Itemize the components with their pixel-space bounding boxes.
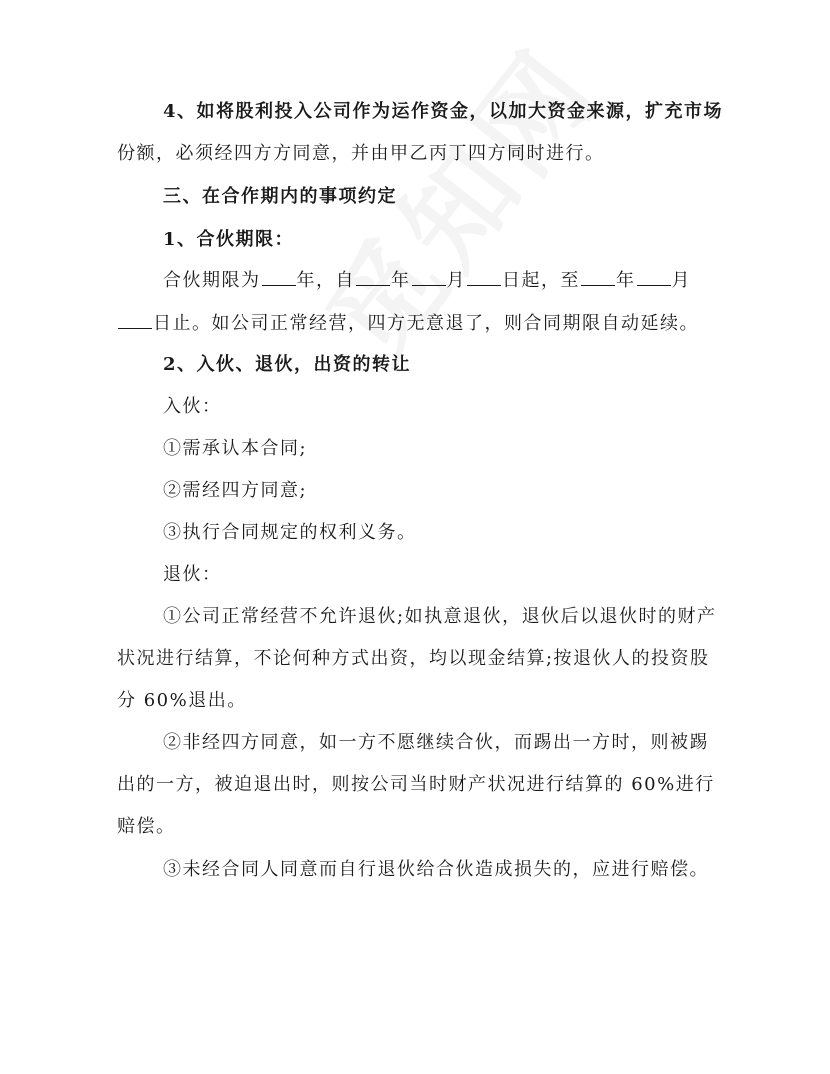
exit-label: 退伙： bbox=[163, 564, 222, 585]
term-text-a: 合伙期限为 bbox=[163, 270, 261, 291]
item-1-heading: 1、合伙期限： bbox=[163, 229, 295, 250]
blank-field[interactable] bbox=[581, 267, 615, 286]
exit-item-2-line-3: 赔偿。 bbox=[117, 816, 176, 837]
join-item-2: ②需经四方同意; bbox=[163, 480, 308, 501]
term-text-c: 年 bbox=[391, 270, 411, 291]
blank-field[interactable] bbox=[637, 267, 671, 286]
term-text-f: 年 bbox=[616, 270, 636, 291]
exit-item-3: ③未经合同人同意而自行退伙给合伙造成损失的，应进行赔偿。 bbox=[163, 859, 709, 880]
blank-field[interactable] bbox=[118, 310, 152, 329]
exit-item-2-line-1: ②非经四方同意，如一方不愿继续合伙，而踢出一方时，则被踢 bbox=[163, 732, 709, 753]
term-text-h: 日止。如公司正常经营，四方无意退了，则合同期限自动延续。 bbox=[153, 313, 699, 334]
join-item-3: ③执行合同规定的权利义务。 bbox=[163, 522, 417, 543]
term-line-2 bbox=[117, 310, 699, 336]
blank-field[interactable] bbox=[412, 267, 446, 286]
join-label: 入伙： bbox=[163, 396, 222, 417]
exit-item-2-line-2: 出的一方，被迫退出时，则按公司当时财产状况进行结算的 60%进行 bbox=[117, 774, 715, 795]
clause-4-line-2: 份额，必须经四方方同意，并由甲乙丙丁四方同时进行。 bbox=[117, 143, 605, 164]
term-text-d: 月 bbox=[446, 270, 466, 291]
section-heading-3: 三、在合作期内的事项约定 bbox=[163, 186, 397, 207]
term-text-b: 年，自 bbox=[296, 270, 355, 291]
term-text-g: 月 bbox=[671, 270, 691, 291]
blank-field[interactable] bbox=[467, 267, 501, 286]
join-item-1: ①需承认本合同; bbox=[163, 438, 308, 459]
term-line-1 bbox=[163, 267, 691, 293]
exit-item-1-line-2: 状况进行结算，不论何种方式出资，均以现金结算;按退伙人的投资股 bbox=[117, 648, 710, 669]
term-text-e: 日起，至 bbox=[502, 270, 580, 291]
item-2-heading: 2、入伙、退伙，出资的转让 bbox=[163, 354, 412, 375]
exit-item-1-line-1: ①公司正常经营不允许退伙;如执意退伙，退伙后以退伙时的财产 bbox=[163, 606, 717, 627]
exit-item-1-line-3: 分 60%退出。 bbox=[117, 690, 247, 711]
blank-field[interactable] bbox=[356, 267, 390, 286]
clause-4-line-1: 4、如将股利投入公司作为运作资金，以加大资金来源，扩充市场 bbox=[163, 101, 724, 122]
blank-field[interactable] bbox=[262, 267, 296, 286]
